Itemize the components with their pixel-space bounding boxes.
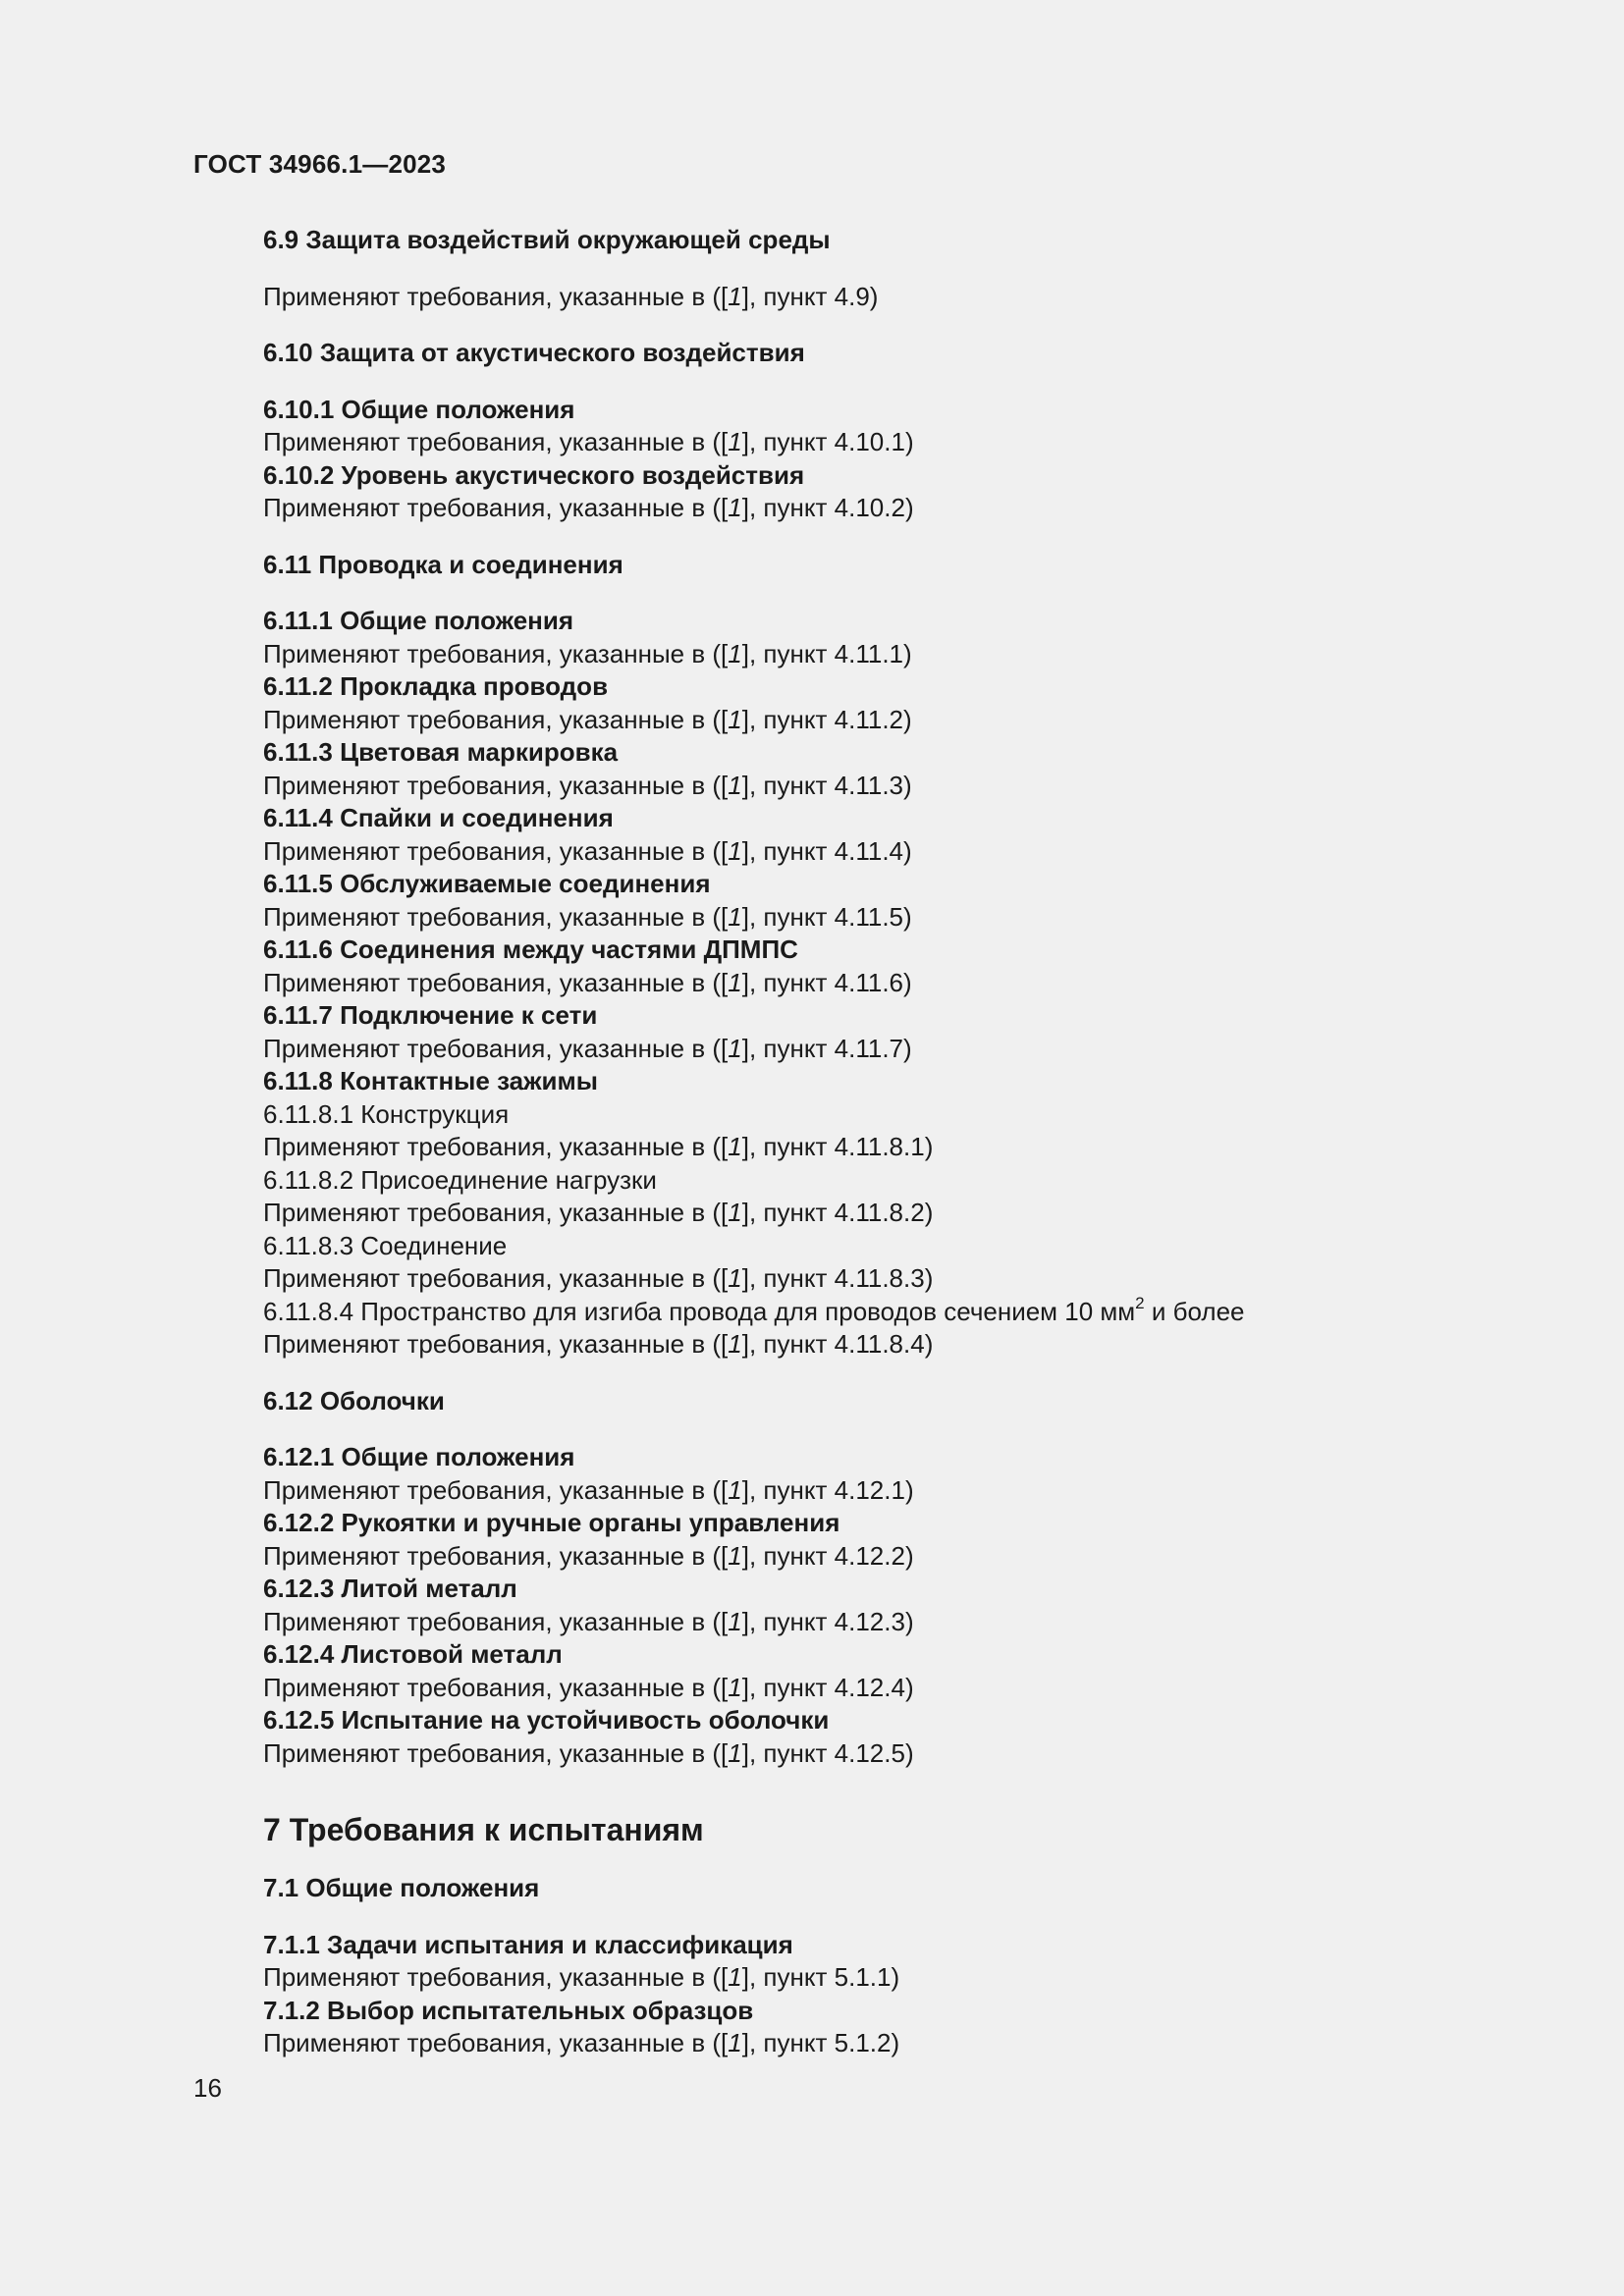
reference-number: 1 (728, 1198, 742, 1227)
reference-number: 1 (728, 1263, 742, 1293)
clause-text: Применяют требования, указанные в ([1], пункт 4.11.8.3) (263, 1263, 934, 1293)
clause-text: Применяют требования, указанные в ([1], пункт 4.11.8.2) (263, 1198, 934, 1227)
reference-number: 1 (728, 281, 742, 311)
clause-heading: 6.11.2 Прокладка проводов (263, 671, 609, 701)
document-header: ГОСТ 34966.1—2023 (193, 149, 447, 179)
reference-number: 1 (728, 1672, 742, 1702)
clause-heading: 6.12.4 Листовой металл (263, 1639, 563, 1669)
clause-text: 6.11.8.1 Конструкция (263, 1098, 510, 1129)
page-number: 16 (193, 2073, 222, 2103)
reference-number: 1 (728, 1737, 742, 1768)
reference-number: 1 (728, 638, 742, 668)
clause-heading: 6.11.5 Обслуживаемые соединения (263, 869, 711, 898)
clause-text: Применяют требования, указанные в ([1], пункт 4.12.4) (263, 1672, 914, 1702)
superscript: 2 (1135, 1293, 1145, 1312)
reference-number: 1 (728, 1540, 742, 1571)
clause-text: Применяют требования, указанные в ([1], пункт 4.12.1) (263, 1474, 914, 1505)
reference-number: 1 (728, 1606, 742, 1636)
reference-number: 1 (728, 493, 742, 522)
clause-text: Применяют требования, указанные в ([1], пункт 4.9) (263, 281, 879, 311)
reference-number: 1 (728, 2028, 742, 2057)
clause-text: Применяют требования, указанные в ([1], пункт 4.11.2) (263, 704, 912, 734)
reference-number: 1 (728, 1033, 742, 1063)
clause-heading: 6.11 Проводка и соединения (263, 549, 623, 579)
clause-text: Применяют требования, указанные в ([1], пункт 4.11.1) (263, 638, 912, 668)
clause-heading: 6.11.8 Контактные зажимы (263, 1066, 598, 1095)
reference-number: 1 (728, 770, 742, 800)
reference-number: 1 (728, 704, 742, 734)
clause-text: Применяют требования, указанные в ([1], пункт 4.11.4) (263, 835, 912, 866)
clause-heading: 6.9 Защита воздействий окружающей среды (263, 225, 831, 254)
clause-text: Применяют требования, указанные в ([1], пункт 4.11.5) (263, 901, 912, 932)
clause-text: Применяют требования, указанные в ([1], пункт 4.11.6) (263, 967, 912, 997)
clause-text: 6.11.8.2 Присоединение нагрузки (263, 1164, 657, 1195)
document-body (263, 224, 1540, 2060)
reference-number: 1 (728, 967, 742, 997)
clause-heading: 6.10.1 Общие положения (263, 394, 575, 424)
clause-heading: 7.1 Общие положения (263, 1873, 540, 1902)
clause-text: Применяют требования, указанные в ([1], пункт 4.12.3) (263, 1606, 914, 1636)
clause-heading: 7.1.1 Задачи испытания и классификация (263, 1929, 793, 1959)
clause-text: Применяют требования, указанные в ([1], пункт 4.10.2) (263, 493, 914, 522)
clause-heading: 6.12.5 Испытание на устойчивость оболочки (263, 1705, 830, 1735)
clause-text: Применяют требования, указанные в ([1], пункт 4.10.1) (263, 427, 914, 456)
clause-heading: 6.11.7 Подключение к сети (263, 1000, 598, 1030)
clause-heading: 6.12 Оболочки (263, 1385, 445, 1415)
clause-text: Применяют требования, указанные в ([1], пункт 4.11.3) (263, 770, 912, 800)
clause-text: Применяют требования, указанные в ([1], пункт 4.12.5) (263, 1737, 914, 1768)
clause-heading: 6.10 Защита от акустического воздействия (263, 338, 805, 367)
reference-number: 1 (728, 1474, 742, 1505)
clause-heading: 6.11.3 Цветовая маркировка (263, 737, 619, 767)
clause-text: Применяют требования, указанные в ([1], пункт 4.11.8.1) (263, 1132, 934, 1161)
clause-text: Применяют требования, указанные в ([1], пункт 5.1.1) (263, 1962, 900, 1992)
clause-heading: 6.10.2 Уровень акустического воздействия (263, 459, 805, 490)
clause-heading: 7.1.2 Выбор испытательных образцов (263, 1995, 754, 2025)
clause-text: 6.11.8.4 Пространство для изгиба провода для проводов сечением 10 $мм^2$ и более (263, 1293, 1245, 1326)
clause-heading: 6.12.1 Общие положения (263, 1442, 575, 1471)
reference-number: 1 (728, 1962, 742, 1992)
clause-text: Применяют требования, указанные в ([1], пункт 4.12.2) (263, 1540, 914, 1571)
clause-heading: 6.11.1 Общие положения (263, 606, 574, 635)
clause-text: 6.11.8.3 Соединение (263, 1230, 508, 1260)
reference-number: 1 (728, 427, 742, 456)
clause-text: Применяют требования, указанные в ([1], пункт 4.11.8.4) (263, 1329, 934, 1359)
clause-heading: 6.12.2 Рукоятки и ручные органы управления (263, 1508, 840, 1537)
reference-number: 1 (728, 901, 742, 932)
clause-text: Применяют требования, указанные в ([1], пункт 5.1.2) (263, 2028, 900, 2057)
clause-heading: 6.11.4 Спайки и соединения (263, 803, 614, 832)
clause-heading: 6.12.3 Литой металл (263, 1574, 517, 1603)
reference-number: 1 (728, 1329, 742, 1359)
clause-text: Применяют требования, указанные в ([1], пункт 4.11.7) (263, 1033, 912, 1063)
reference-number: 1 (728, 835, 742, 866)
clause-heading: 6.11.6 Соединения между частями ДПМПС (263, 934, 798, 964)
reference-number: 1 (728, 1132, 742, 1161)
section-heading: 7 Требования к испытаниям (263, 1812, 704, 1847)
